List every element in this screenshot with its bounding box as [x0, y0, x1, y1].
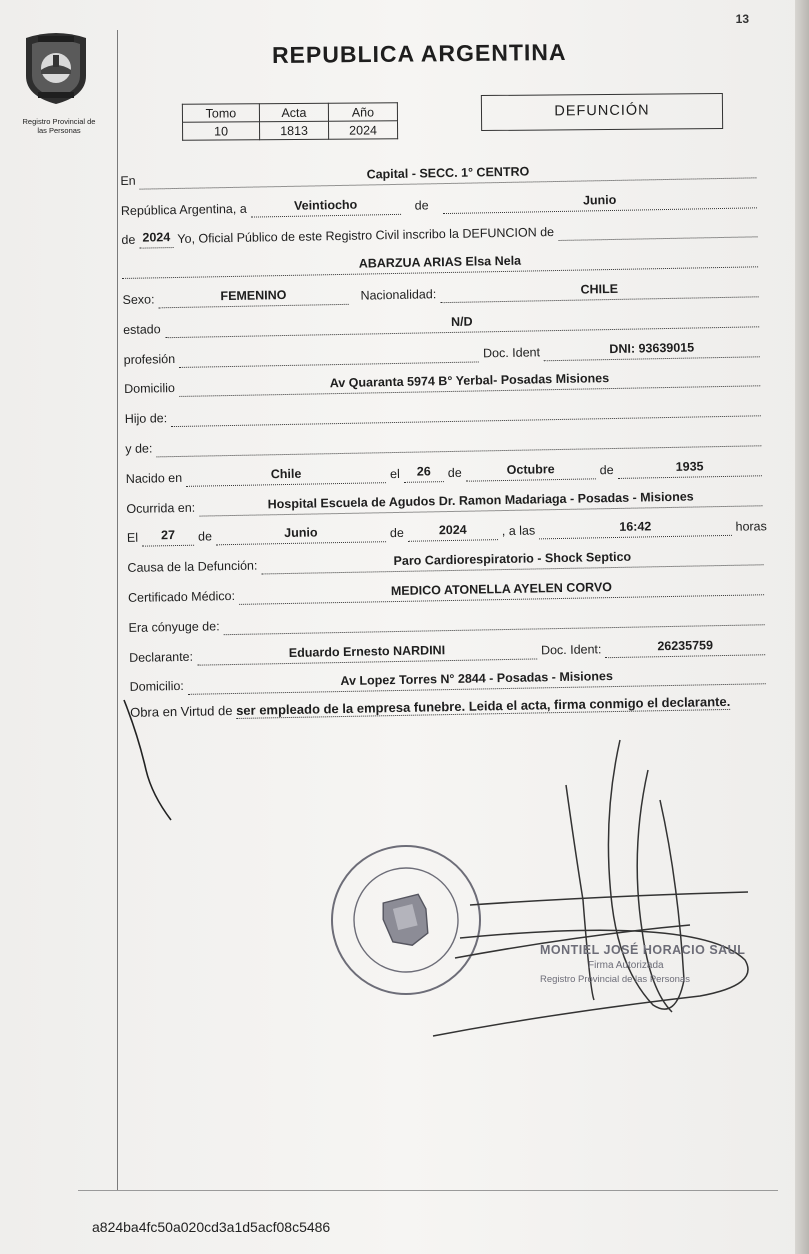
- nacido-value: Chile: [186, 465, 386, 487]
- year-value: 2024: [139, 230, 173, 249]
- death-de1-label: de: [197, 529, 213, 544]
- anio-header: Año: [328, 103, 397, 121]
- acta-header: Acta: [259, 103, 328, 121]
- stamp-role: Firma Autorizada: [588, 960, 664, 971]
- birth-de2-label: de: [599, 462, 614, 478]
- alas-label: , a las: [501, 523, 536, 539]
- signature-stamp: [540, 943, 745, 985]
- page-number: 13: [735, 12, 749, 26]
- en-value: Capital - SECC. 1° CENTRO: [140, 160, 757, 189]
- anio-value: 2024: [328, 121, 397, 139]
- certificado-value: MEDICO ATONELLA AYELEN CORVO: [239, 577, 764, 605]
- declarante-label: Declarante:: [128, 649, 194, 665]
- causa-label: Causa de la Defunción:: [127, 558, 258, 576]
- death-year: 2024: [408, 522, 498, 542]
- stamp-name: MONTIEL JOSÉ HORACIO SAUL: [540, 943, 746, 957]
- en-label: En: [120, 173, 136, 188]
- yde-label: y de:: [125, 441, 153, 456]
- death-day: 27: [142, 528, 194, 547]
- year-prefix: de: [121, 233, 136, 248]
- tomo-value: 10: [183, 122, 260, 141]
- domicilio-label: Domicilio: [124, 381, 176, 397]
- deceased-name: ABARZUA ARIAS Elsa Nela: [122, 250, 758, 280]
- ocurrida-label: Ocurrida en:: [126, 500, 196, 516]
- doc-ident-value: DNI: 93639015: [544, 339, 760, 361]
- sexo-label: Sexo:: [122, 292, 155, 307]
- birth-year: 1935: [617, 458, 761, 479]
- document-hash: a824ba4fc50a020cd3a1d5acf08c5486: [92, 1219, 331, 1235]
- yo-text: Yo, Oficial Público de este Registro Civil inscribo la DEFUNCION de: [177, 225, 555, 247]
- document-title: REPUBLICA ARGENTINA: [271, 38, 567, 68]
- logo-caption: Registro Provincial de las Personas: [22, 117, 96, 135]
- causa-value: Paro Cardiorespiratorio - Shock Septico: [261, 547, 763, 574]
- de-label: de: [414, 197, 429, 213]
- obra-prefix: Obra en Virtud de: [129, 703, 233, 721]
- birth-day: 26: [404, 464, 444, 483]
- death-time: 16:42: [539, 518, 732, 540]
- obra-text: ser empleado de la empresa funebre. Leida el acta, firma conmigo el declarante.: [235, 694, 731, 719]
- doc-ident-label: Doc. Ident: [482, 344, 541, 360]
- horas-label: horas: [735, 519, 767, 535]
- doc2-label: Doc. Ident:: [540, 641, 602, 657]
- certificado-label: Certificado Médico:: [127, 588, 236, 605]
- estado-label: estado: [122, 322, 161, 337]
- death-month: Junio: [216, 525, 386, 546]
- republica-label: República Argentina, a: [120, 201, 247, 218]
- nacionalidad-value: CHILE: [440, 279, 759, 303]
- cancel-stroke: [124, 700, 171, 820]
- ocurrida-value: Hospital Escuela de Agudos Dr. Ramon Madariaga - Posadas - Misiones: [199, 488, 762, 516]
- declarante-value: Eduardo Ernesto NARDINI: [197, 641, 537, 665]
- doc2-value: 26235759: [605, 637, 765, 658]
- domicilio2-value: Av Lopez Torres N° 2844 - Posadas - Misiones: [188, 667, 766, 696]
- birth-month: Octubre: [466, 461, 596, 481]
- official-seal-icon: [316, 830, 495, 1009]
- birth-el-label: el: [389, 466, 400, 481]
- domicilio-value: Av Quaranta 5974 B° Yerbal- Posadas Misiones: [179, 369, 761, 398]
- signature-icon: [433, 740, 748, 1036]
- sexo-value: FEMENINO: [158, 287, 348, 308]
- nacido-label: Nacido en: [125, 470, 183, 486]
- day-value: Veintiocho: [251, 196, 401, 217]
- stamp-org: Registro Provincial de las Personas: [540, 974, 690, 985]
- death-el-label: El: [126, 531, 139, 546]
- nacionalidad-label: Nacionalidad:: [360, 287, 437, 303]
- document-type-box: DEFUNCIÓN: [481, 93, 723, 131]
- conyuge-label: Era cónyuge de:: [128, 619, 220, 635]
- domicilio2-label: Domicilio:: [129, 679, 184, 695]
- hijo-label: Hijo de:: [124, 411, 168, 427]
- birth-de1-label: de: [447, 465, 462, 480]
- estado-value: N/D: [164, 309, 759, 338]
- month-value: Junio: [442, 190, 757, 214]
- acta-value: 1813: [260, 121, 329, 139]
- death-de2-label: de: [389, 526, 404, 541]
- tomo-header: Tomo: [182, 104, 259, 123]
- profesion-label: profesión: [123, 351, 176, 367]
